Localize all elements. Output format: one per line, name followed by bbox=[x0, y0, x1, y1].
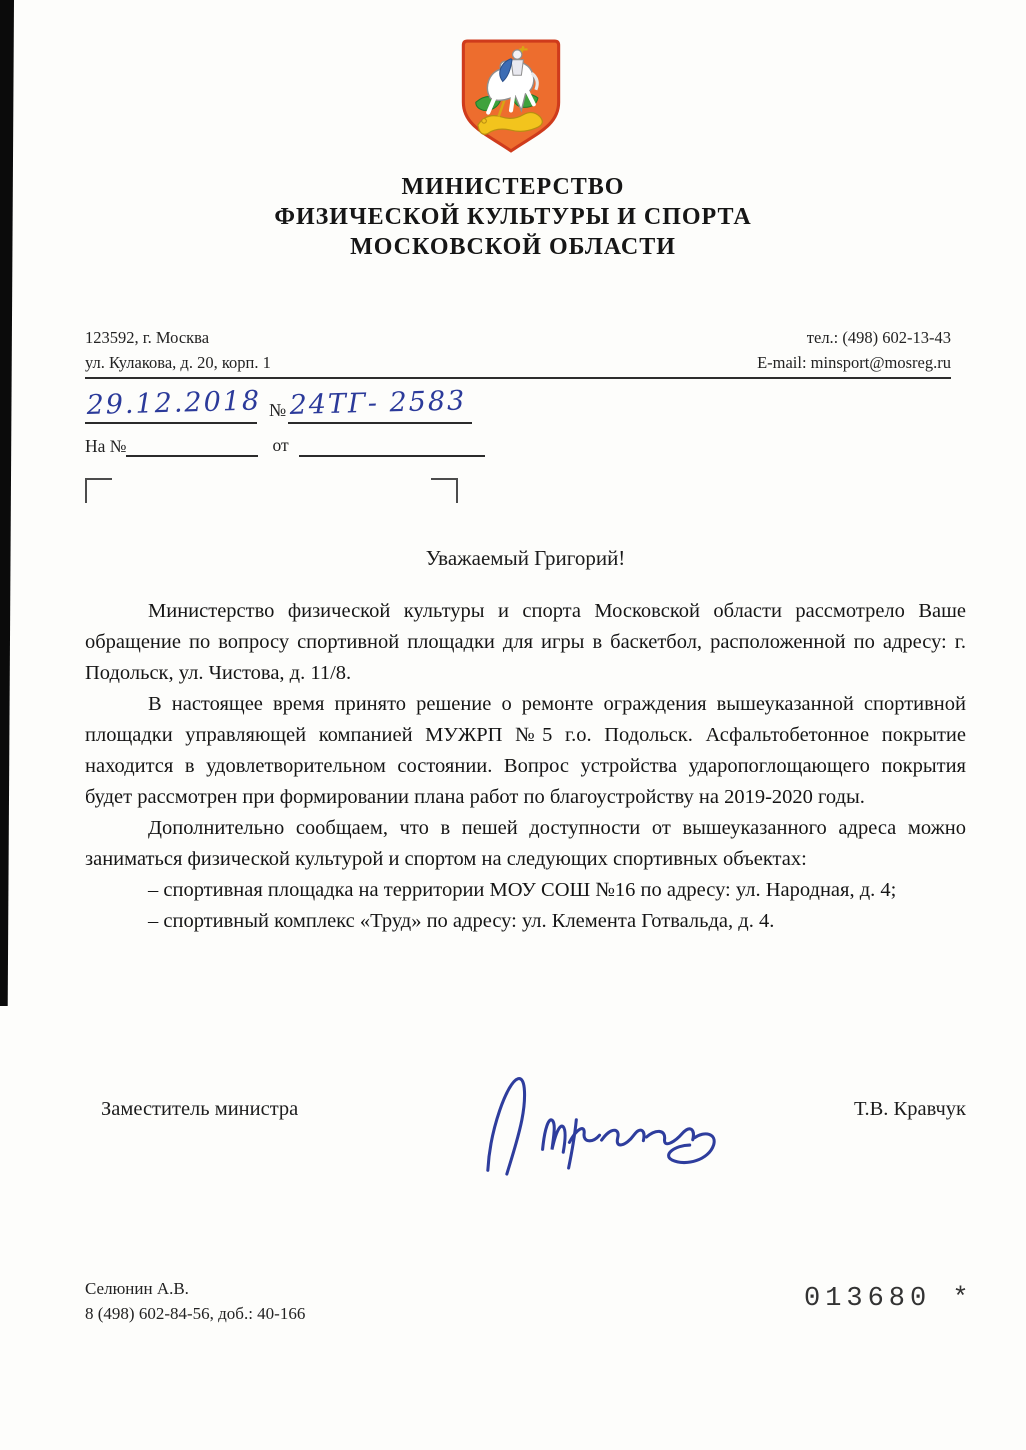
reply-number-blank bbox=[126, 433, 258, 457]
postal-address bbox=[85, 325, 271, 375]
body-paragraph: В настоящее время принято решение о ремонте ограждения вышеуказанной спортивной площадки управляющей компанией МУЖРП №5 г.о. Подольск. Асфальтобетонное покрытие находится в удовлетворительном состоянии. Вопрос устройства ударопоглощающего покрытия будет рассмотрен при формировании плана работ по благоустройству на 2019-2020 годы. bbox=[85, 693, 966, 808]
salutation: Уважаемый Григорий! bbox=[425, 546, 626, 570]
signature-block bbox=[85, 1062, 966, 1192]
signatory-name: Т.В. Кравчук bbox=[854, 1098, 966, 1120]
body-paragraph: Дополнительно сообщаем, что в пешей доступности от вышеуказанного адреса можно заниматься физической культурой и спортом на следующих спортивных объектах: bbox=[85, 817, 966, 870]
outgoing-date-line bbox=[85, 385, 262, 424]
executor-name: Селюнин А.В. bbox=[85, 1279, 189, 1298]
signature-scribble bbox=[469, 1053, 732, 1195]
org-title-line2: ФИЗИЧЕСКОЙ КУЛЬТУРЫ И СПОРТА bbox=[274, 204, 752, 230]
address-corner-mark-right bbox=[431, 478, 458, 503]
org-title bbox=[0, 172, 1026, 262]
address-line2: ул. Кулакова, д. 20, корп. 1 bbox=[85, 353, 271, 372]
scanner-edge-artifact bbox=[0, 0, 14, 1006]
executor-phone: 8 (498) 602-84-56, доб.: 40-166 bbox=[85, 1304, 306, 1323]
reference-block bbox=[85, 386, 605, 457]
outgoing-number-line bbox=[288, 386, 472, 424]
incoming-ref-row bbox=[85, 433, 605, 457]
org-title-line3: МОСКОВСКОЙ ОБЛАСТИ bbox=[350, 234, 676, 260]
email-line: E-mail: minsport@mosreg.ru bbox=[757, 353, 951, 372]
address-line1: 123592, г. Москва bbox=[85, 328, 210, 347]
outgoing-ref-row bbox=[85, 386, 605, 424]
contact-details bbox=[757, 325, 951, 375]
org-title-line1: МИНИСТЕРСТВО bbox=[401, 174, 625, 200]
handwritten-number: 24ТГ- 2583 bbox=[289, 385, 467, 421]
handwritten-date: 29.12.2018 bbox=[86, 385, 262, 421]
from-label: от bbox=[272, 435, 289, 455]
executor-block bbox=[85, 1276, 305, 1326]
contact-block bbox=[85, 325, 951, 375]
reply-to-label: На № bbox=[85, 436, 127, 456]
coat-of-arms-icon bbox=[459, 38, 563, 154]
stamp-number: 013680 * bbox=[804, 1284, 974, 1314]
body-list-item: – спортивный комплекс «Труд» по адресу: ул. Клемента Готвальда, д. 4. bbox=[148, 910, 775, 932]
address-corner-mark-left bbox=[85, 478, 112, 503]
body-list-item: – спортивная площадка на территории МОУ СОШ №16 по адресу: ул. Народная, д. 4; bbox=[148, 879, 897, 901]
body-paragraph: Министерство физической культуры и спорта Московской области рассмотрело Ваше обращение по вопросу спортивной площадки для игры в баскетбол, расположенной по адресу: г. Подольск, ул. Чистова, д. 11/8. bbox=[85, 600, 966, 684]
phone-line: тел.: (498) 602-13-43 bbox=[806, 328, 951, 347]
letter-body bbox=[85, 596, 966, 937]
header-divider bbox=[85, 377, 951, 379]
number-sign: № bbox=[269, 400, 287, 420]
signatory-position: Заместитель министра bbox=[101, 1098, 299, 1120]
reply-date-blank bbox=[299, 433, 485, 457]
